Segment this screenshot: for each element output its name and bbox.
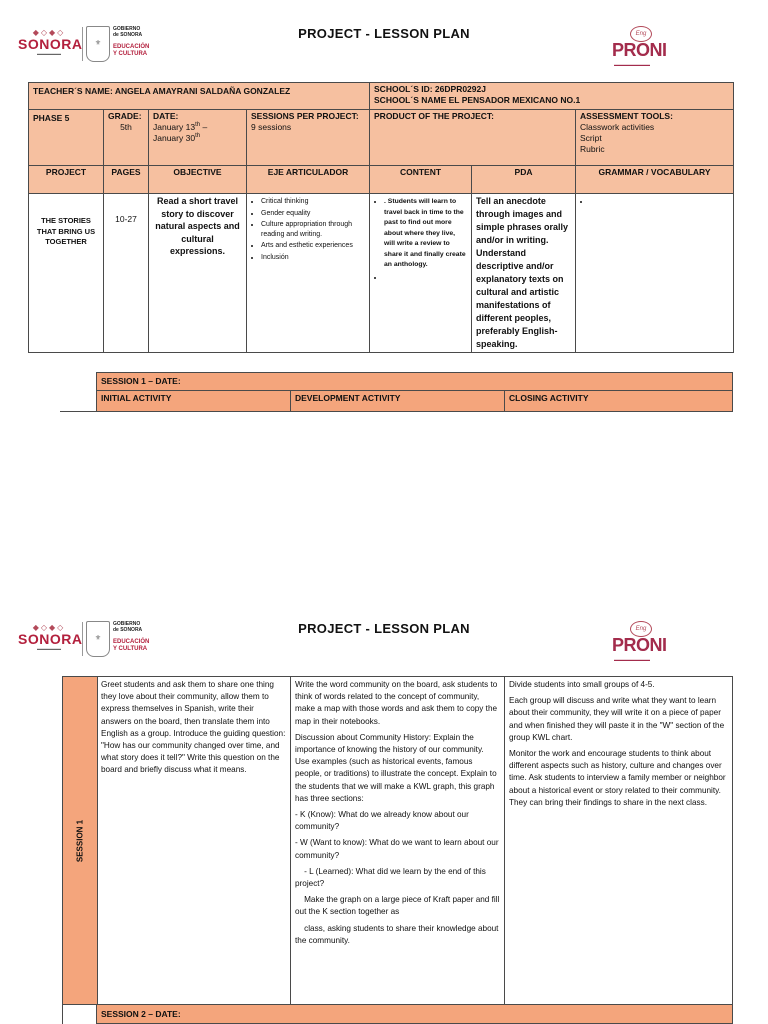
eje-list [251,197,365,262]
proni-logo-text: PRONI [612,40,667,60]
sessions-cell [247,110,370,166]
sessions-value: 9 sessions [251,122,292,132]
gobierno-line-1: GOBIERNO [113,26,141,32]
development-paragraph: Discussion about Community History: Explain the importance of knowing the history of our community. Use examples (such as historical events, famous people, or traditions) to illustrate the concept. Explain to the students that we will make a KWL graph, this graph has three sections: [295,732,497,803]
development-activity-text [291,677,505,1004]
development-paragraph: Write the word community on the board, ask students to think of words related to the concept of community, make a map with those words and ask them to copy the map in their notebooks. [295,680,498,726]
initial-activity-text [97,677,291,1004]
proni-bubble-icon: Eng [630,621,652,637]
assessment-item: Classwork activities [580,122,655,132]
proni-bubble-icon: Eng [630,26,652,42]
proni-logo [612,621,674,665]
pages-value: 10-27 [104,194,149,353]
gobierno-line-2: de SONORA [113,627,143,633]
development-activity-label: DEVELOPMENT ACTIVITY [291,391,505,411]
eje-item: • Culture appropriation through reading and writing. [261,220,365,239]
date-cell [149,110,247,166]
gobierno-line-2: de SONORA [113,32,143,38]
development-paragraph: - L (Learned): What did we learn by the end of this project? [295,866,489,889]
coat-of-arms-icon: ⚜ [86,621,110,657]
page-title: PROJECT - LESSON PLAN [298,621,470,636]
proni-logo-text: PRONI [612,635,667,655]
eje-item: • Critical thinking [261,197,365,207]
grammar-cell [576,194,734,353]
initial-activity-label: INITIAL ACTIVITY [97,391,291,411]
grammar-list [580,197,729,207]
sonora-emblem-icon: ◆◇◆◇ [32,28,66,37]
sessions-label: SESSIONS PER PROJECT: [251,111,359,121]
date-start [153,122,242,133]
sonora-tagline: ▬▬▬▬▬▬ [37,646,61,651]
school-id: SCHOOL´S ID: 26DPR0292J [374,84,486,94]
development-paragraph: class, asking students to share their knowledge about the community. [295,923,501,945]
divider-line [60,411,96,412]
phase: PHASE 5 [29,110,104,166]
date-end [153,133,242,144]
closing-paragraph: Divide students into small groups of 4-5. [509,680,655,689]
proni-logo [612,26,674,70]
session-2-side [62,1004,97,1024]
date-start-dash: – [200,122,208,132]
development-paragraph: - K (Know): What do we already know about our community? [295,810,469,832]
header-eje: EJE ARTICULADOR [247,166,370,194]
content-cell [370,194,472,353]
pda-text: Tell an anecdote through images and simple phrases orally and/or in writing. Understand descriptive and/or explanatory texts on cultural and artistic manifestations of different peoples, preferably English-speaking. [472,194,576,353]
development-paragraph: Make the graph on a large piece of Kraft paper and fill out the K section together as [295,895,502,917]
session-1-side-label: SESSION 1 [75,819,85,862]
session-1-table [62,676,733,1005]
assessment-item: Rubric [580,144,605,154]
eje-item: • Inclusión [261,253,365,263]
session-2-header: SESSION 2 – DATE: [96,1004,733,1024]
project-name: THE STORIES THAT BRING US TOGETHER [29,194,104,353]
header-content: CONTENT [370,166,472,194]
development-paragraph: - W (Want to know): What do we want to learn about our community? [295,838,499,860]
education-line-1: EDUCACIÓN [113,44,150,50]
grammar-item-empty [590,197,729,207]
education-line-2: Y CULTURA [113,51,148,57]
header-pages: PAGES [104,166,149,194]
content-list [374,197,467,282]
product-label: PRODUCT OF THE PROJECT: [370,110,576,166]
session-1-side [63,677,98,1004]
closing-activity-label: CLOSING ACTIVITY [509,393,589,403]
assessment-item: Script [580,133,602,143]
grade-label: GRADE: [108,111,142,121]
page-title: PROJECT - LESSON PLAN [298,26,470,41]
content-item: • . Students will learn to travel back in time to the past to find out more about where they live, will write a review to share it and finally create an anthology. [384,197,467,271]
activity-labels-row [96,391,733,412]
header-grammar: GRAMMAR / VOCABULARY [576,166,734,194]
eje-cell [247,194,370,353]
school-name: SCHOOL´S NAME EL PENSADOR MEXICANO NO.1 [374,95,581,105]
closing-paragraph: Each group will discuss and write what they want to learn about their community, they will write it on a piece of paper and when finished they will paste it in the "W" section of the group KWL chart. [509,696,725,742]
date-start-text: January 13 [153,122,196,132]
sonora-logo-text: SONORA [18,631,83,647]
school-info [370,83,734,110]
page-2 [0,595,768,1024]
header-objective: OBJECTIVE [149,166,247,194]
initial-paragraph: Greet students and ask them to share one thing they love about their community, allow them to express themselves in Spanish, write their answers on the board, then translate them into English as a group. Introduce the guiding question: "How has our community changed over time, and what story does it tell?" Write this question on the board and briefly discuss what it means. [101,680,286,775]
coat-of-arms-icon: ⚜ [86,26,110,62]
header-project: PROJECT [29,166,104,194]
education-line-2: Y CULTURA [113,646,148,652]
eje-item: • Arts and esthetic experiences [261,241,365,251]
assessment-cell [576,110,734,166]
grade-cell [104,110,149,166]
date-label: DATE: [153,111,179,121]
objective-text: Read a short travel story to discover natural aspects and cultural expressions. [149,194,247,353]
teacher-name: TEACHER´S NAME: ANGELA AMAYRANI SALDAÑA GONZALEZ [29,83,370,110]
date-end-suffix: th [195,133,201,140]
content-item-empty [384,273,467,283]
date-start-suffix: th [195,122,201,129]
eje-item: • Gender equality [261,209,365,219]
assessment-label: ASSESSMENT TOOLS: [580,111,673,121]
lesson-plan-table [28,82,734,353]
grade-value: 5th [120,122,132,132]
proni-tagline: ▬▬▬▬▬▬▬▬▬ [614,62,650,67]
closing-paragraph: Monitor the work and encourage students to think about different aspects such as history, culture and changes over time. Ask students to interview a family member or neighbor about a historical event or story related to their community. They can bring their findings to share in the next class. [509,749,726,807]
session-1-header: SESSION 1 – DATE: [96,372,733,391]
education-line-1: EDUCACIÓN [113,639,150,645]
sonora-tagline: ▬▬▬▬▬▬ [37,51,61,56]
sonora-logo-text: SONORA [18,36,83,52]
closing-activity-text [505,677,732,1004]
proni-tagline: ▬▬▬▬▬▬▬▬▬ [614,657,650,662]
header-pda: PDA [472,166,576,194]
sonora-emblem-icon: ◆◇◆◇ [32,623,66,632]
gobierno-line-1: GOBIERNO [113,621,141,627]
date-end-text: January 30 [153,133,196,143]
